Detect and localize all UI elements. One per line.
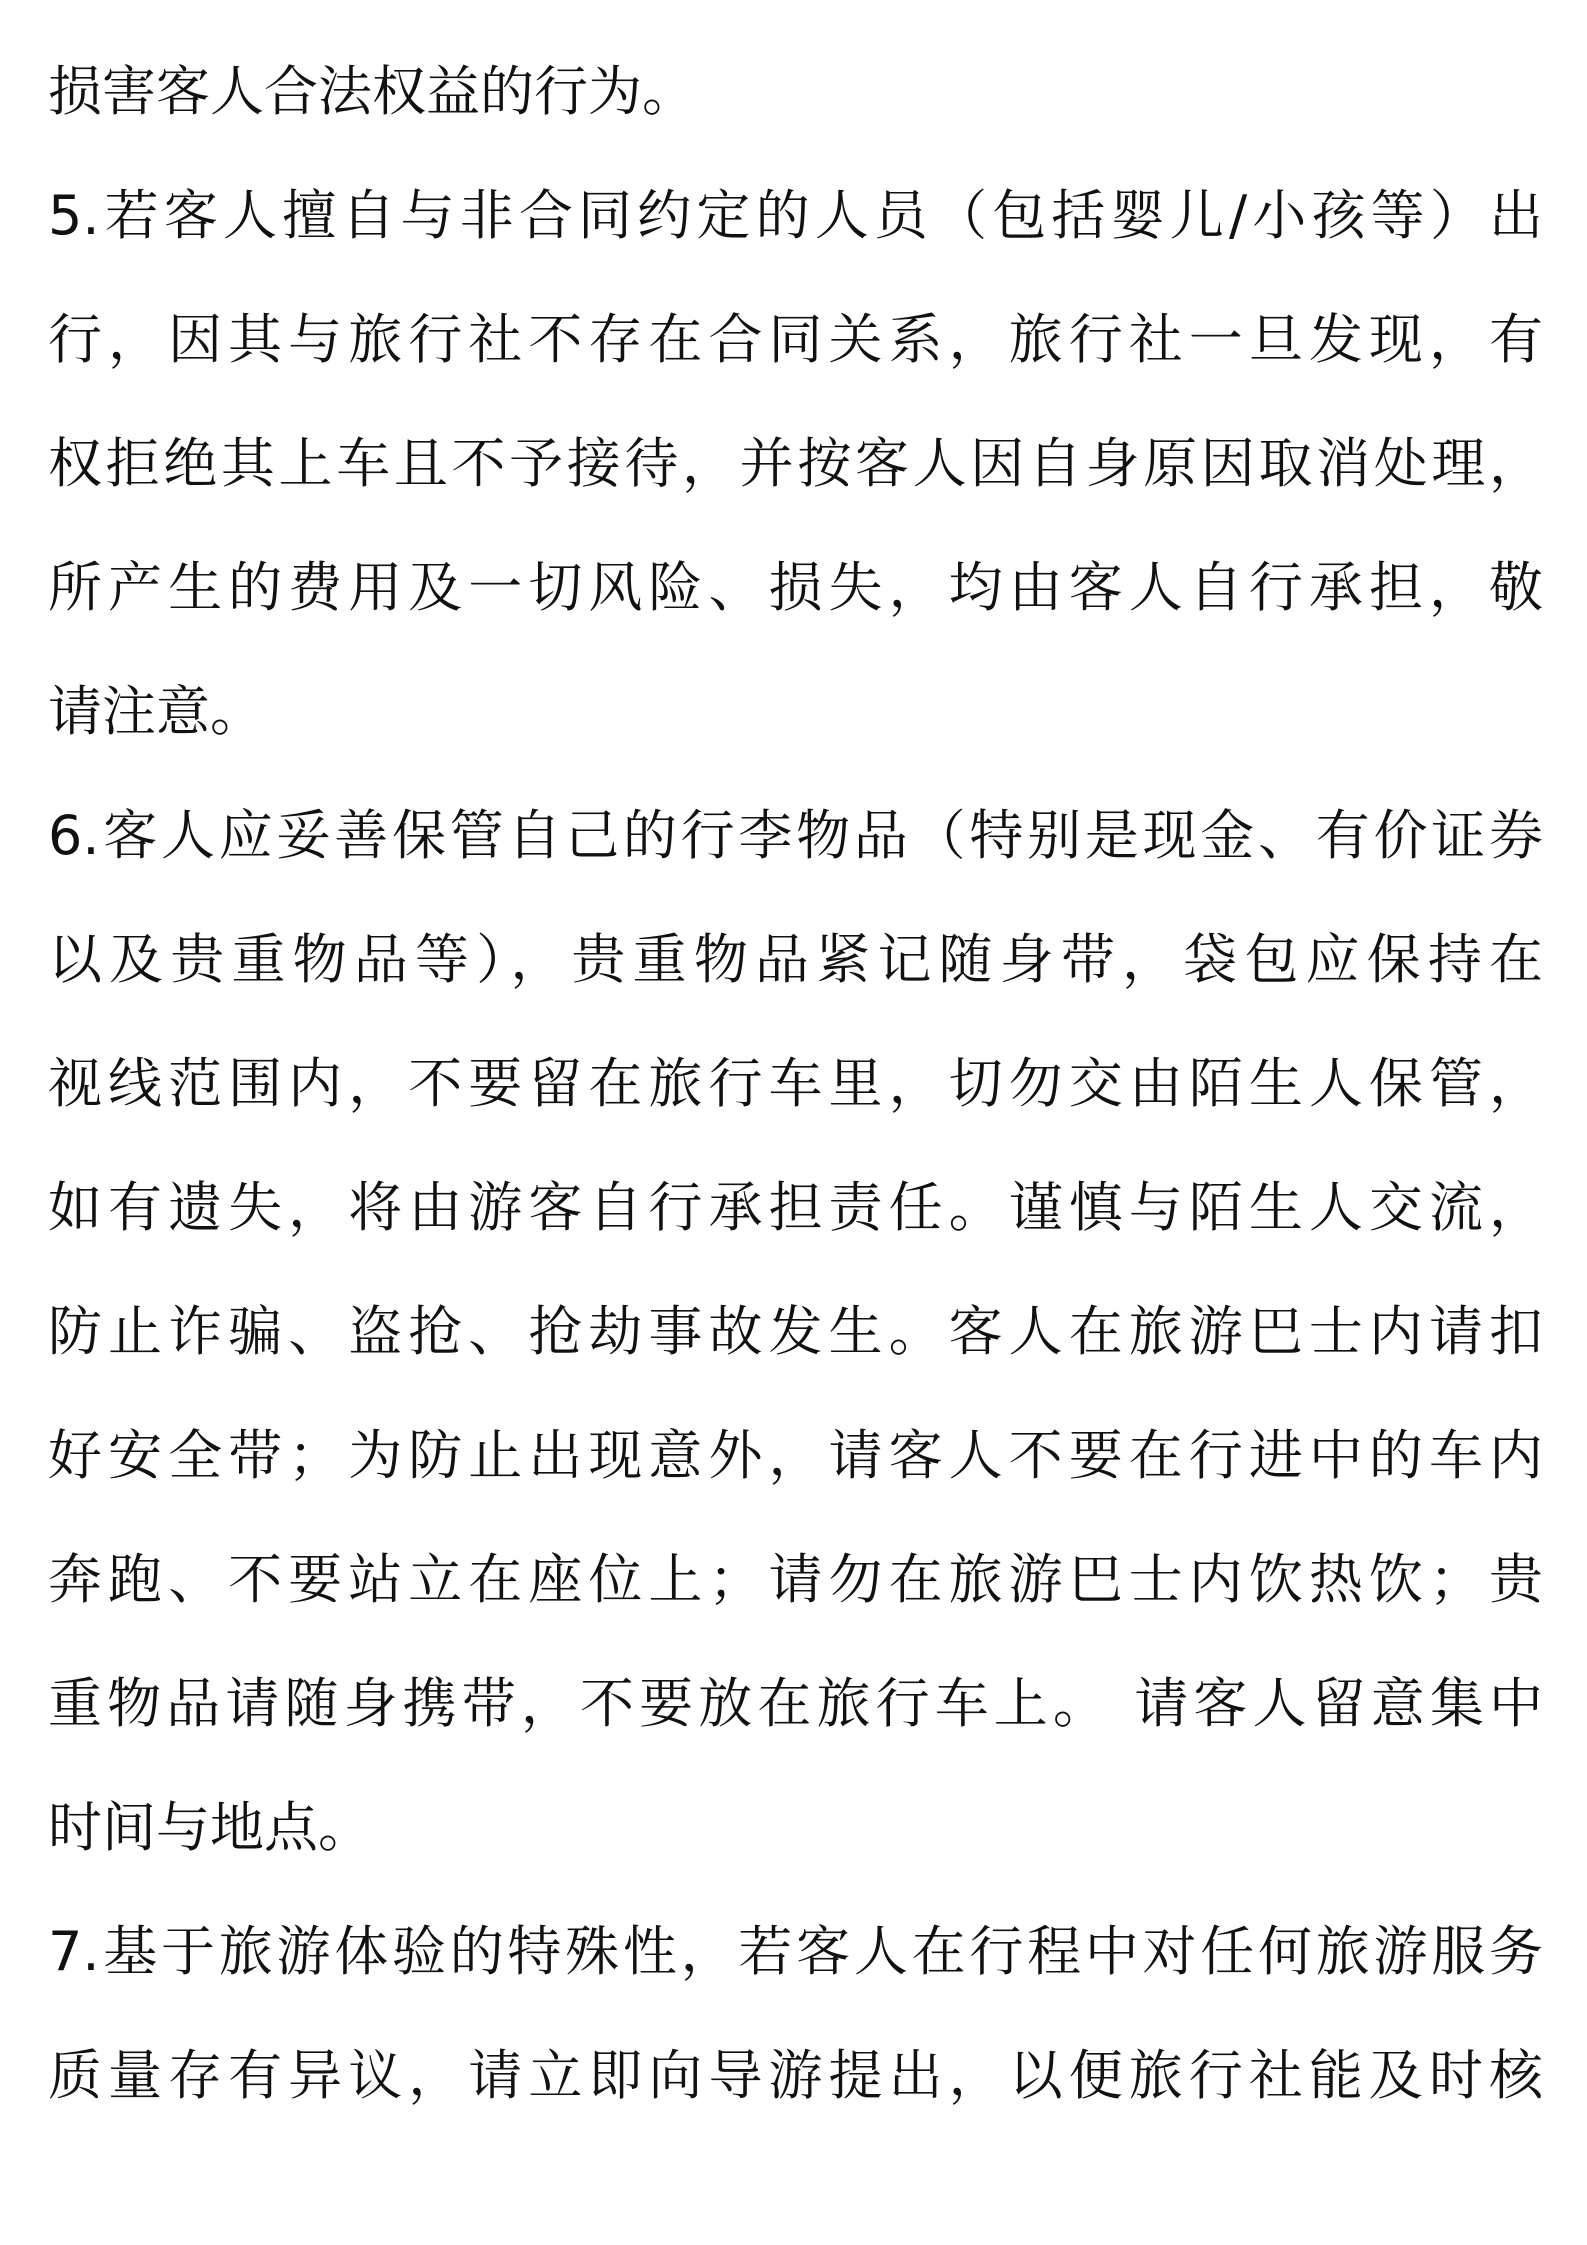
text-line: 防止诈骗、盗抢、抢劫事故发生。客人在旅游巴士内请扣 [48, 1300, 1543, 1363]
text-line: 好安全带；为防止出现意外，请客人不要在行进中的车内 [48, 1424, 1543, 1487]
text-line: 所产生的费用及一切风险、损失，均由客人自行承担，敬 [48, 556, 1543, 619]
text-line: 奔跑、不要站立在座位上；请勿在旅游巴士内饮热饮；贵 [48, 1548, 1543, 1611]
text-line: 损害客人合法权益的行为。 [48, 60, 696, 123]
text-line: 5.若客人擅自与非合同约定的人员（包括婴儿/小孩等）出 [48, 184, 1543, 247]
text-line: 如有遗失，将由游客自行承担责任。谨慎与陌生人交流， [48, 1176, 1543, 1239]
text-line: 视线范围内，不要留在旅行车里，切勿交由陌生人保管， [48, 1052, 1543, 1115]
text-line: 时间与地点。 [48, 1796, 372, 1859]
text-line: 权拒绝其上车且不予接待，并按客人因自身原因取消处理， [48, 432, 1543, 495]
text-line: 6.客人应妥善保管自己的行李物品（特别是现金、有价证券 [48, 804, 1543, 867]
text-line: 质量存有异议，请立即向导游提出，以便旅行社能及时核 [48, 2044, 1543, 2107]
text-line: 重物品请随身携带，不要放在旅行车上。 请客人留意集中 [48, 1672, 1543, 1735]
text-line: 以及贵重物品等），贵重物品紧记随身带，袋包应保持在 [48, 928, 1543, 991]
text-line: 行，因其与旅行社不存在合同关系，旅行社一旦发现，有 [48, 308, 1543, 371]
text-line: 7.基于旅游体验的特殊性，若客人在行程中对任何旅游服务 [48, 1920, 1543, 1983]
text-line: 请注意。 [48, 680, 264, 743]
